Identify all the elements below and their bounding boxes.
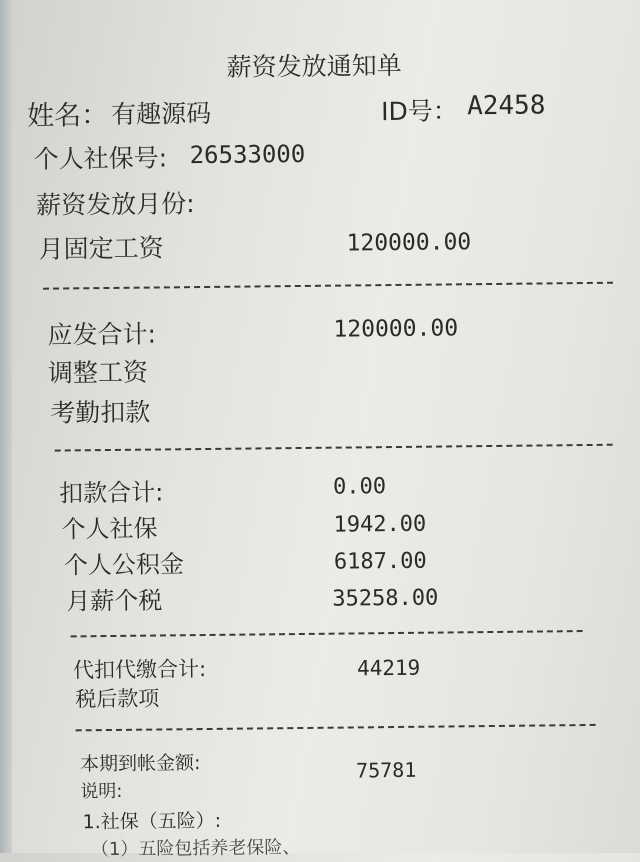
pay-month-label: 薪资发放月份: — [35, 189, 195, 220]
gross-total-label: 应发合计: — [47, 319, 157, 350]
divider-4 — [76, 724, 596, 731]
after-tax-label: 税后款项 — [75, 686, 160, 712]
net-amount-value: 75781 — [355, 757, 417, 783]
income-tax-label: 月薪个税 — [66, 586, 163, 616]
income-tax-value: 35258.00 — [332, 585, 439, 612]
ssn-value: 26533000 — [189, 139, 306, 170]
attendance-deduction-label: 考勤扣款 — [50, 397, 151, 428]
fixed-salary-label: 月固定工资 — [38, 233, 164, 264]
deduction-total-value: 0.00 — [332, 474, 387, 500]
payslip-document — [12, 0, 640, 861]
housing-fund-label: 个人公积金 — [63, 550, 185, 580]
notes-item-1: 1.社保（五险）: — [82, 809, 222, 834]
divider-3 — [71, 630, 583, 637]
withholding-total-label: 代扣代缴合计: — [72, 657, 207, 683]
deduction-total-label: 扣款合计: — [59, 478, 164, 508]
divider-1 — [43, 282, 613, 290]
notes-item-1-sub: （1）五险包括养老保险、 — [90, 837, 301, 861]
divider-2 — [55, 444, 613, 452]
gross-total-value: 120000.00 — [333, 315, 459, 343]
id-label: ID号： — [381, 96, 458, 127]
housing-fund-value: 6187.00 — [333, 548, 427, 575]
withholding-total-value: 44219 — [356, 655, 421, 681]
id-value: A2458 — [466, 90, 546, 122]
personal-social-value: 1942.00 — [333, 511, 427, 538]
notes-heading: 说明: — [80, 780, 123, 803]
monitor-bezel — [0, 0, 12, 853]
net-amount-label: 本期到帐金额: — [79, 752, 201, 776]
fixed-salary-value: 120000.00 — [346, 229, 472, 257]
salary-adjust-label: 调整工资 — [47, 357, 149, 388]
page-title: 薪资发放通知单 — [226, 50, 402, 82]
name-label: 姓名： — [27, 99, 109, 132]
name-value: 有趣源码 — [111, 98, 212, 129]
ssn-label: 个人社保号: — [33, 143, 168, 174]
personal-social-label: 个人社保 — [61, 514, 158, 544]
